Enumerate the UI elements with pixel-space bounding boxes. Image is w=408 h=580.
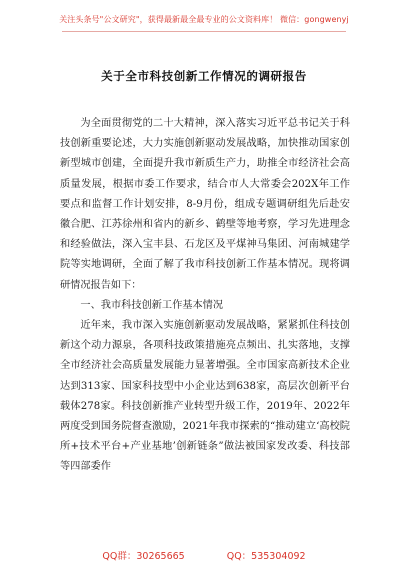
section-heading: 一、我市科技创新工作基本情况 <box>80 299 224 311</box>
document-title: 关于全市科技创新工作情况的调研报告 <box>101 69 307 83</box>
footer-contact <box>0 548 408 562</box>
intro-paragraph: 为全面贯彻党的二十大精神，深入落实习近平总书记关于科技创新重要论述，大力实施创新驱动发展战略，加快推动国家创新型城市创建，全面提升我市新质生产力，助推全市经济社会高质量发展，根据市委工作要求，结合市人大常委会202X年工作要点和监督工作计划安排，8-9月份，组成专题调研组先后赴安徽合肥、江苏徐州和省内的新乡、鹤壁等地考察，学习先进理念和经验做法，深入宝丰县、石龙区及平煤神马集团、河南城建学院等实地调研，全面了解了我市科技创新工作基本情况。现将调研情况报告如下： <box>60 118 350 291</box>
banner-divider <box>62 31 346 32</box>
section-paragraph: 近年来，我市深入实施创新驱动发展战略，紧紧抓住科技创新这个动力源泉，各项科技政策措施亮点频出、扎实落地，支撑全市经济社会高质量发展能力显著增强。全市国家高新技术企业达到313家、国家科技型中小企业达到638家，高层次创新平台载体278家。科技创新推产业转型升级工作，2019年、2022年两度受到国务院督查激励，2021年我市探索的“推动建立‘高校院所+技术平台+产业基地’创新链条”做法被国家发改委、科技部等四部委作 <box>60 320 350 473</box>
qq-number-text: QQ：535304092 <box>226 551 306 562</box>
promo-banner: 关注头条号"公文研究"，获得最新最全最专业的公文资料库！ 微信：gongwenyj <box>59 15 349 24</box>
document-body <box>60 114 350 478</box>
qq-group-text: QQ群：30265665 <box>102 551 185 562</box>
